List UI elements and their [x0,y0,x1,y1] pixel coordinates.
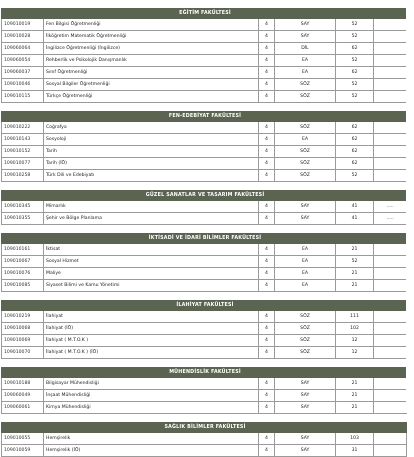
quota-cell: 111 [336,311,374,323]
duration-cell: 4 [259,170,275,182]
faculty-title: EĞİTİM FAKÜLTESİ [2,9,407,19]
extra-cell: ..... [374,201,407,213]
duration-cell: 4 [259,402,275,414]
duration-cell: 4 [259,91,275,103]
program-code-cell: 109010115 [2,91,44,103]
score-type-cell: SÖZ [275,347,336,359]
score-type-cell: SÖZ [275,335,336,347]
duration-cell: 4 [259,122,275,134]
score-type-cell: SÖZ [275,146,336,158]
quota-cell: 21 [336,244,374,256]
table-row [2,244,407,256]
faculty-title: FEN-EDEBİYAT FAKÜLTESİ [2,112,407,122]
program-name-cell: Bilgisayar Mühendisliği [44,378,259,390]
section-spacer [2,414,407,423]
program-name-cell: Türk Dili ve Edebiyatı [44,170,259,182]
extra-cell [374,256,407,268]
extra-cell [374,445,407,457]
duration-cell: 4 [259,433,275,445]
table-row [2,122,407,134]
quota-cell: 21 [336,390,374,402]
table-row [2,134,407,146]
quota-cell: 52 [336,31,374,43]
program-name-cell: Siyaset Bilimi ve Kamu Yönetimi [44,280,259,292]
faculty-header-row [2,9,407,19]
extra-cell [374,31,407,43]
table-row [2,280,407,292]
faculty-header-row [2,423,407,433]
program-table [1,0,407,457]
program-table-body [2,0,407,457]
faculty-header-row [2,301,407,311]
program-name-cell: Fen Bilgisi Öğretmenliği [44,19,259,31]
quota-cell: 62 [336,134,374,146]
table-row [2,402,407,414]
score-type-cell: DİL [275,43,336,55]
table-row [2,256,407,268]
program-code-cell: 109060061 [2,402,44,414]
quota-cell: 12 [336,347,374,359]
score-type-cell: EA [275,268,336,280]
quota-cell: 62 [336,43,374,55]
score-type-cell: SÖZ [275,323,336,335]
extra-cell [374,91,407,103]
table-row [2,158,407,170]
duration-cell: 4 [259,31,275,43]
table-row [2,146,407,158]
program-code-cell: 109010161 [2,244,44,256]
extra-cell [374,311,407,323]
faculty-title: İKTİSADİ VE İDARİ BİLİMLER FAKÜLTESİ [2,234,407,244]
table-row [2,170,407,182]
table-row [2,378,407,390]
table-row [2,79,407,91]
extra-cell [374,134,407,146]
score-type-cell: SAY [275,433,336,445]
quota-cell: 52 [336,256,374,268]
table-row [2,201,407,213]
table-row [2,268,407,280]
faculty-title: SAĞLIK BİLİMLER FAKÜLTESİ [2,423,407,433]
program-name-cell: İktisat [44,244,259,256]
spacer-cell [2,0,407,9]
program-name-cell: Sınıf Öğretmenliği [44,67,259,79]
spacer-cell [2,292,407,301]
score-type-cell: SÖZ [275,170,336,182]
score-type-cell: SAY [275,402,336,414]
program-name-cell: İnşaat Mühendisliği [44,390,259,402]
score-type-cell: SAY [275,213,336,225]
program-code-cell: 109010143 [2,134,44,146]
extra-cell [374,146,407,158]
score-type-cell: EA [275,55,336,67]
quota-cell: 52 [336,55,374,67]
table-row [2,213,407,225]
quota-cell: 102 [336,323,374,335]
table-row [2,311,407,323]
extra-cell [374,122,407,134]
program-name-cell: Coğrafya [44,122,259,134]
score-type-cell: SAY [275,390,336,402]
spacer-cell [2,225,407,234]
duration-cell: 4 [259,55,275,67]
spacer-cell [2,182,407,191]
faculty-header-row [2,191,407,201]
extra-cell [374,67,407,79]
program-code-cell: 109010258 [2,170,44,182]
table-row [2,390,407,402]
quota-cell: 52 [336,19,374,31]
program-name-cell: Maliye [44,268,259,280]
program-name-cell: İlahiyat ( M.T.O.K ) [44,335,259,347]
quota-cell: 12 [336,335,374,347]
quota-cell: 62 [336,158,374,170]
faculty-header-row [2,234,407,244]
program-code-cell: 109010076 [2,268,44,280]
quota-cell: 62 [336,122,374,134]
spacer-cell [2,359,407,368]
quota-cell: 52 [336,91,374,103]
table-row [2,67,407,79]
extra-cell [374,268,407,280]
faculty-title: MÜHENDİSLİK FAKÜLTESİ [2,368,407,378]
duration-cell: 4 [259,390,275,402]
faculty-title: İLAHİYAT FAKÜLTESİ [2,301,407,311]
program-code-cell: 109010077 [2,158,44,170]
section-spacer [2,103,407,112]
table-row [2,31,407,43]
program-code-cell: 109010219 [2,311,44,323]
program-name-cell: Hemşirelik [44,433,259,445]
program-name-cell: Rehberlik ve Psikolojik Danışmanlık [44,55,259,67]
duration-cell: 4 [259,256,275,268]
quota-cell: 41 [336,213,374,225]
duration-cell: 4 [259,79,275,91]
table-row [2,445,407,457]
extra-cell [374,79,407,91]
quota-cell: 21 [336,378,374,390]
program-name-cell: İlköğretim Matematik Öğretmenliği [44,31,259,43]
spacer-cell [2,103,407,112]
program-name-cell: Tarih (İÖ) [44,158,259,170]
program-name-cell: Sosyal Hizmet [44,256,259,268]
program-code-cell: 109010070 [2,347,44,359]
duration-cell: 4 [259,43,275,55]
duration-cell: 4 [259,378,275,390]
page-edge [406,0,414,413]
extra-cell [374,323,407,335]
extra-cell [374,158,407,170]
score-type-cell: SÖZ [275,311,336,323]
score-type-cell: SÖZ [275,158,336,170]
program-code-cell: 109010046 [2,79,44,91]
table-row [2,335,407,347]
section-spacer [2,0,407,9]
program-name-cell: Mimarlık [44,201,259,213]
score-type-cell: SAY [275,378,336,390]
duration-cell: 4 [259,134,275,146]
program-code-cell: 109010028 [2,31,44,43]
score-type-cell: EA [275,67,336,79]
duration-cell: 4 [259,19,275,31]
program-code-cell: 109010222 [2,122,44,134]
extra-cell [374,280,407,292]
extra-cell [374,335,407,347]
duration-cell: 4 [259,280,275,292]
score-type-cell: SÖZ [275,122,336,134]
duration-cell: 4 [259,445,275,457]
extra-cell: ..... [374,213,407,225]
program-name-cell: İlahiyat ( M.T.O.K ) (İÖ) [44,347,259,359]
score-type-cell: EA [275,244,336,256]
program-code-cell: 109060049 [2,390,44,402]
program-name-cell: İngilizce Öğretmenliği (İngilizce) [44,43,259,55]
table-row [2,91,407,103]
program-name-cell: İlahiyat (İÖ) [44,323,259,335]
quota-cell: 103 [336,433,374,445]
duration-cell: 4 [259,201,275,213]
duration-cell: 4 [259,67,275,79]
duration-cell: 4 [259,311,275,323]
duration-cell: 4 [259,244,275,256]
extra-cell [374,170,407,182]
program-code-cell: 109060064 [2,43,44,55]
program-code-cell: 109010345 [2,201,44,213]
quota-cell: 21 [336,280,374,292]
duration-cell: 4 [259,347,275,359]
score-type-cell: EA [275,280,336,292]
quota-cell: 52 [336,79,374,91]
duration-cell: 4 [259,335,275,347]
table-row [2,347,407,359]
duration-cell: 4 [259,323,275,335]
program-name-cell: Kimya Mühendisliği [44,402,259,414]
quota-cell: 52 [336,170,374,182]
quota-cell: 41 [336,201,374,213]
duration-cell: 4 [259,213,275,225]
table-row [2,433,407,445]
faculty-title: GÜZEL SANATLAR VE TASARIM FAKÜLTESİ [2,191,407,201]
section-spacer [2,359,407,368]
program-name-cell: Sosyoloji [44,134,259,146]
score-type-cell: SAY [275,201,336,213]
program-code-cell: 109060037 [2,67,44,79]
quota-cell: 31 [336,445,374,457]
section-spacer [2,292,407,301]
program-code-cell: 109010188 [2,378,44,390]
program-name-cell: Türkçe Öğretmenliği [44,91,259,103]
quota-cell: 21 [336,402,374,414]
section-spacer [2,182,407,191]
quota-cell: 62 [336,67,374,79]
score-type-cell: SAY [275,19,336,31]
extra-cell [374,244,407,256]
table-row [2,19,407,31]
score-type-cell: EA [275,134,336,146]
duration-cell: 4 [259,268,275,280]
program-code-cell: 109010019 [2,19,44,31]
program-code-cell: 109010355 [2,213,44,225]
faculty-header-row [2,112,407,122]
faculty-header-row [2,368,407,378]
program-code-cell: 109010055 [2,433,44,445]
program-code-cell: 109010067 [2,256,44,268]
extra-cell [374,347,407,359]
extra-cell [374,433,407,445]
score-type-cell: SÖZ [275,79,336,91]
program-name-cell: İlahiyat [44,311,259,323]
table-row [2,55,407,67]
program-name-cell: Sosyal Bilgiler Öğretmenliği [44,79,259,91]
program-name-cell: Hemşirelik (İÖ) [44,445,259,457]
score-type-cell: SAY [275,445,336,457]
quota-cell: 62 [336,146,374,158]
duration-cell: 4 [259,146,275,158]
program-code-cell: 109010059 [2,445,44,457]
program-code-cell: 109010152 [2,146,44,158]
extra-cell [374,378,407,390]
program-code-cell: 109010085 [2,280,44,292]
program-code-cell: 109060054 [2,55,44,67]
section-spacer [2,225,407,234]
extra-cell [374,55,407,67]
program-code-cell: 109010068 [2,323,44,335]
extra-cell [374,402,407,414]
program-code-cell: 109010069 [2,335,44,347]
extra-cell [374,390,407,402]
extra-cell [374,43,407,55]
score-type-cell: EA [275,256,336,268]
score-type-cell: SÖZ [275,91,336,103]
table-row [2,323,407,335]
duration-cell: 4 [259,158,275,170]
spacer-cell [2,414,407,423]
quota-cell: 21 [336,268,374,280]
score-type-cell: SAY [275,31,336,43]
table-row [2,43,407,55]
program-name-cell: Tarih [44,146,259,158]
extra-cell [374,19,407,31]
program-name-cell: Şehir ve Bölge Planlama [44,213,259,225]
